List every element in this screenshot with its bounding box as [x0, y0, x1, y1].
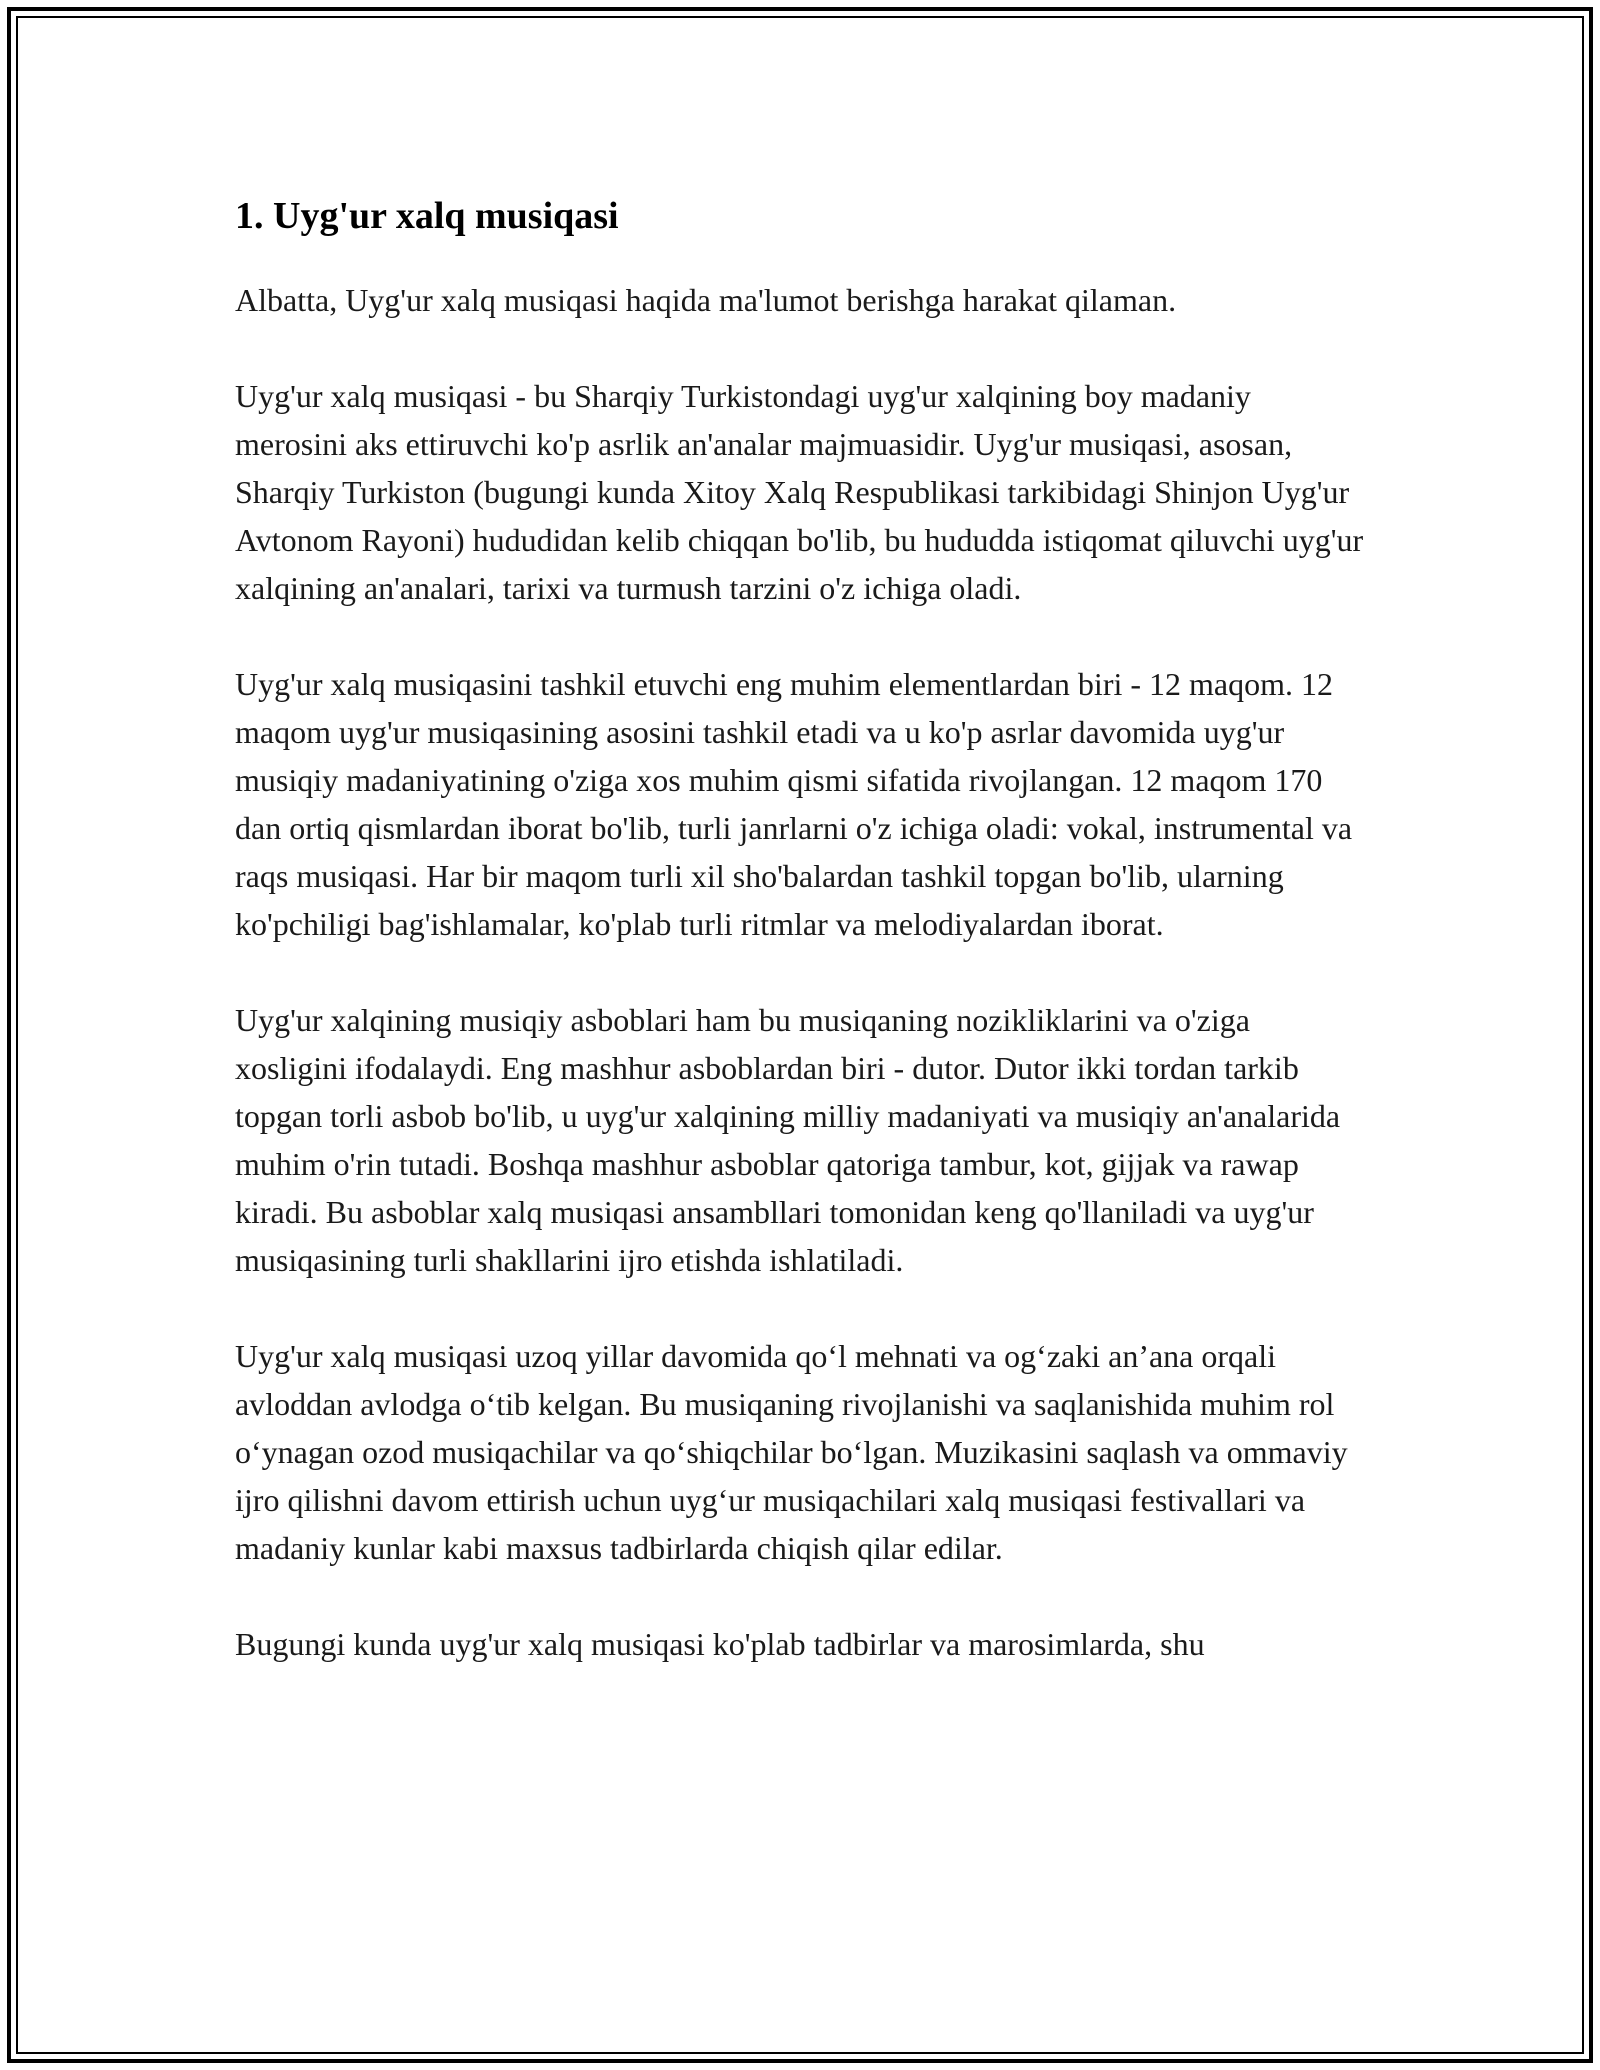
paragraph-overview: Uyg'ur xalq musiqasi - bu Sharqiy Turkistondagi uyg'ur xalqining boy madaniy merosini aks ettiruvchi ko'p asrlik an'analar majmuasidir. Uyg'ur musiqasi, asosan, Sharqiy Turkiston (bugungi kunda Xitoy Xalq Respublikasi tarkibidagi Shinjon Uyg'ur Avtonom Rayoni) hududidan kelib chiqqan bo'lib, bu hududda istiqomat qiluvchi uyg'ur xalqining an'analari, tarixi va turmush tarzini o'z ichiga oladi.: [235, 378, 1364, 606]
paragraph-instruments: Uyg'ur xalqining musiqiy asboblari ham bu musiqaning nozikliklarini va o'ziga xosligini ifodalaydi. Eng mashhur asboblardan biri - dutor. Dutor ikki tordan tarkib topgan torli asbob bo'lib, u uyg'ur xalqining milliy madaniyati va musiqiy an'analarida muhim o'rin tutadi. Boshqa mashhur asboblar qatoriga tambur, kot, gijjak va rawap kiradi. Bu asboblar xalq musiqasi ansambllari tomonidan keng qo'llaniladi va uyg'ur musiqasining turli shakllarini ijro etishda ishlatiladi.: [235, 1002, 1341, 1278]
paragraph-tradition: Uyg'ur xalq musiqasi uzoq yillar davomida qo‘l mehnati va og‘zaki an’ana orqali avloddan avlodga o‘tib kelgan. Bu musiqaning rivojlanishi va saqlanishida muhim rol o‘ynagan ozod musiqachilar va qo‘shiqchilar bo‘lgan. Muzikasini saqlash va ommaviy ijro qilishni davom ettirish uchun uyg‘ur musiqachilari xalq musiqasi festivallari va madaniy kunlar kabi maxsus tadbirlarda chiqish qilar edilar.: [235, 1338, 1348, 1566]
paragraph-today: Bugungi kunda uyg'ur xalq musiqasi ko'plab tadbirlar va marosimlarda, shu: [235, 1626, 1205, 1662]
document-body: [235, 186, 1365, 1716]
paragraph-12-maqom: Uyg'ur xalq musiqasini tashkil etuvchi eng muhim elementlardan biri - 12 maqom. 12 maqom uyg'ur musiqasining asosini tashkil etadi va u ko'p asrlar davomida uyg'ur musiqiy madaniyatining o'ziga xos muhim qismi sifatida rivojlangan. 12 maqom 170 dan ortiq qismlardan iborat bo'lib, turli janrlarni o'z ichiga oladi: vokal, instrumental va raqs musiqasi. Har bir maqom turli xil sho'balardan tashkil topgan bo'lib, ularning ko'pchiligi bag'ishlamalar, ko'plab turli ritmlar va melodiyalardan iborat.: [235, 666, 1353, 942]
section-title: 1. Uyg'ur xalq musiqasi: [235, 195, 619, 237]
paragraph-intro: Albatta, Uyg'ur xalq musiqasi haqida ma'lumot berishga harakat qilaman.: [235, 282, 1177, 318]
